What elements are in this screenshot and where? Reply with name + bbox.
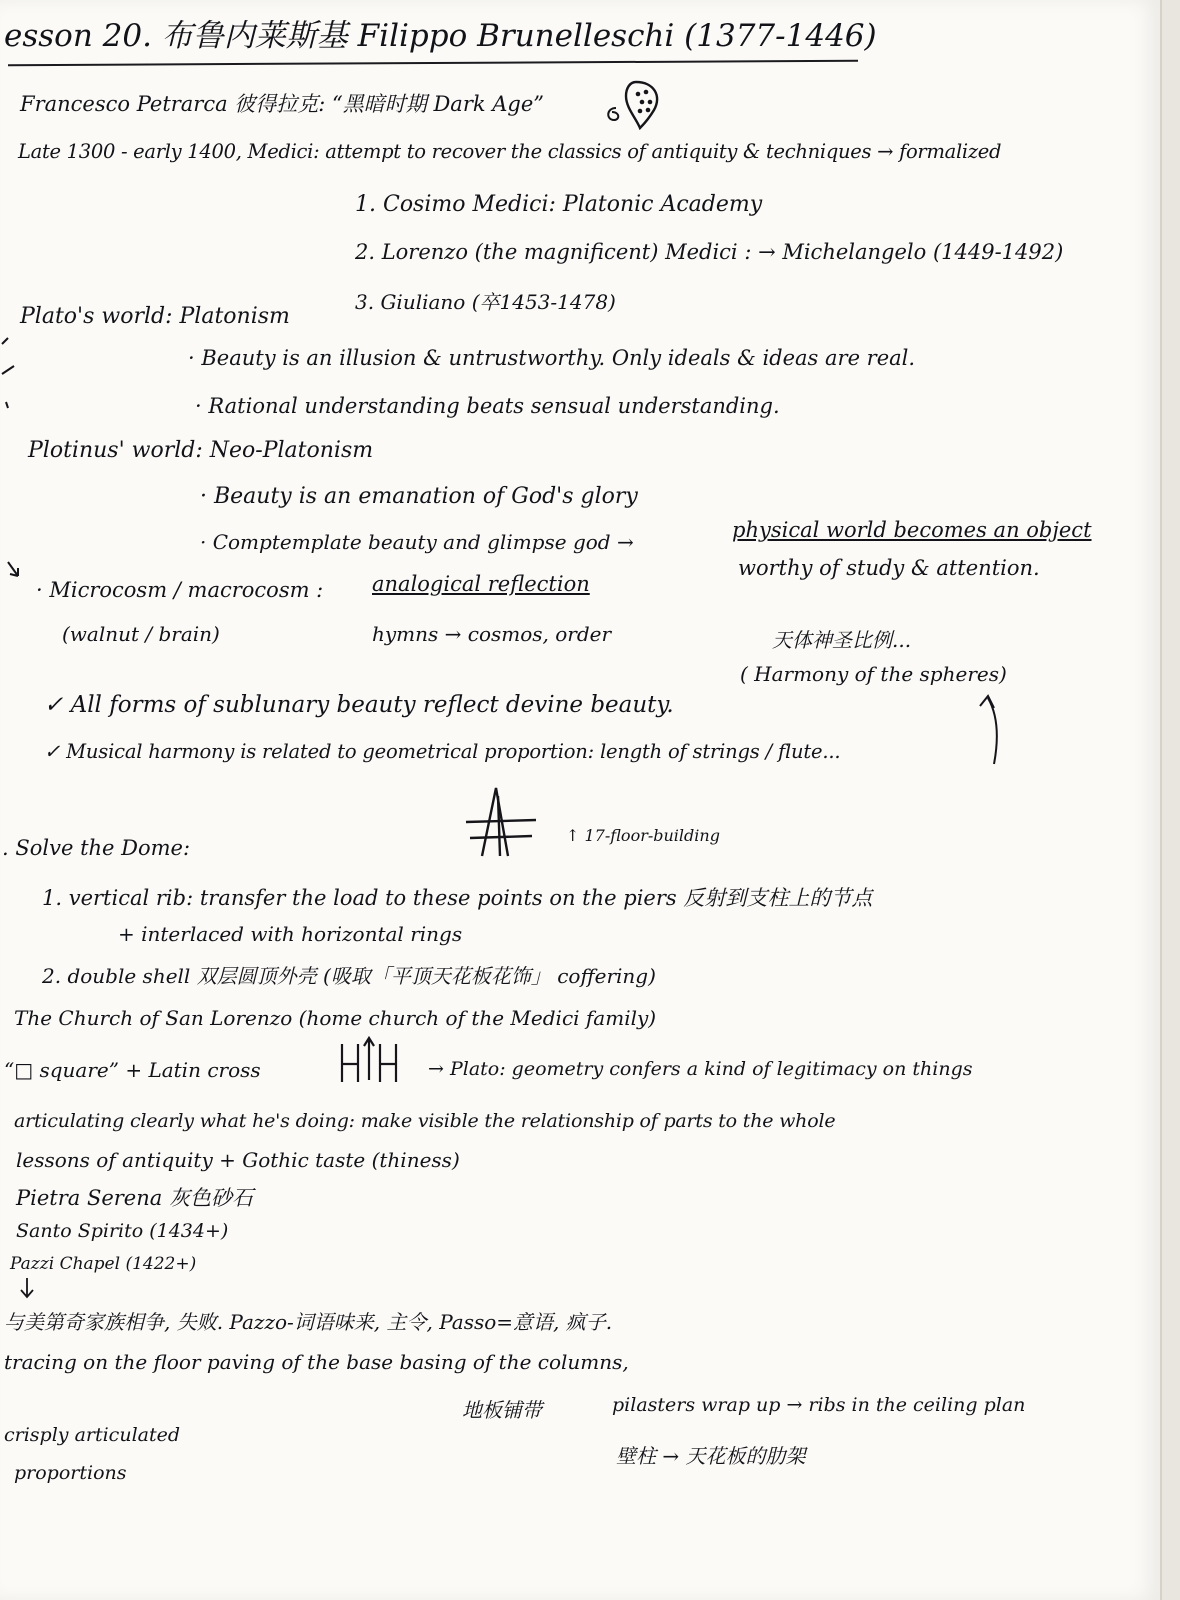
plan-sketch-icon — [336, 1036, 406, 1086]
pietra-serena-line: Pietra Serena 灰色砂石 — [16, 1186, 253, 1210]
title-underline — [8, 60, 858, 66]
hymns-line: hymns → cosmos, order — [372, 622, 612, 646]
crisply-line-1: crisply articulated — [4, 1424, 181, 1446]
tracing-floor-line: tracing on the floor paving of the base basing of the columns, — [4, 1350, 629, 1374]
pazzi-cn-line: 与美第奇家族相争, 失败. Pazzo-词语味来, 主令, Passo=意语, 疯子. — [4, 1310, 613, 1334]
double-shell-line: 2. double shell 双层圆顶外壳 (吸取「平顶天花板花饰」 coffering) — [42, 964, 656, 988]
lessons-antiquity-line: lessons of antiquity + Gothic taste (thiness) — [16, 1148, 460, 1172]
sublunary-line: ✓ All forms of sublunary beauty reflect devine beauty. — [44, 692, 674, 718]
leaf-doodle-icon — [596, 78, 668, 130]
floor-building-label: ↑ 17-floor-building — [566, 826, 720, 845]
walnut-line: (walnut / brain) — [62, 622, 220, 646]
plato-world-heading: Plato's world: Platonism — [20, 304, 290, 329]
lorenzo-line: 2. Lorenzo (the magnificent) Medici : → Michelangelo (1449-1492) — [355, 240, 1064, 264]
microcosm-line: · Microcosm / macrocosm : — [36, 578, 324, 602]
analogical-reflection: analogical reflection — [372, 572, 590, 596]
margin-arrow-icon — [4, 560, 24, 582]
contemplate-line: · Comptemplate beauty and glimpse god → — [200, 530, 634, 554]
down-arrow-icon — [18, 1276, 36, 1300]
santo-spirito-line: Santo Spirito (1434+) — [16, 1220, 229, 1242]
articulating-line: articulating clearly what he's doing: make visible the relationship of parts to the whole — [14, 1110, 836, 1132]
margin-marks — [0, 330, 20, 420]
physical-world-line-2: worthy of study & attention. — [738, 556, 1040, 580]
giuliano-line: 3. Giuliano (卒1453-1478) — [355, 290, 616, 314]
crisply-line-2: proportions — [14, 1462, 127, 1484]
plotinus-heading: Plotinus' world: Neo-Platonism — [28, 438, 374, 463]
lesson-title: esson 20. 布鲁内莱斯基 Filippo Brunelleschi (1377-1446) — [4, 18, 877, 54]
physical-world-line-1: physical world becomes an object — [732, 518, 1092, 542]
dome-sketch-icon — [462, 782, 542, 862]
rational-line: · Rational understanding beats sensual understanding. — [195, 394, 780, 418]
plato-geometry-line: → Plato: geometry confers a kind of legitimacy on things — [428, 1058, 973, 1080]
petrarch-line: Francesco Petrarca 彼得拉克: “黑暗时期 Dark Age” — [20, 92, 545, 116]
solve-dome-heading: . Solve the Dome: — [2, 836, 191, 860]
square-cross-line: “□ square” + Latin cross — [4, 1058, 261, 1082]
floor-paving-cn: 地板铺带 — [462, 1398, 542, 1422]
vertical-rib-line: 1. vertical rib: transfer the load to these points on the piers 反射到支柱上的节点 — [42, 886, 873, 910]
pilasters-line: pilasters wrap up → ribs in the ceiling plan — [612, 1394, 1026, 1416]
celestial-cn: 天体神圣比例... — [772, 628, 912, 652]
beauty-illusion-line: · Beauty is an illusion & untrustworthy. Only ideals & ideas are real. — [188, 346, 916, 370]
musical-line: ✓ Musical harmony is related to geometrical proportion: length of strings / flute... — [44, 740, 841, 763]
bracket-arrow-icon — [972, 692, 1012, 772]
pilaster-cn-line: 壁柱 → 天花板的肋架 — [616, 1444, 806, 1468]
harmony-spheres: ( Harmony of the spheres) — [740, 662, 1007, 686]
interlaced-line: + interlaced with horizontal rings — [118, 922, 463, 946]
emanation-line: · Beauty is an emanation of God's glory — [200, 484, 638, 509]
pazzi-chapel-line: Pazzi Chapel (1422+) — [10, 1254, 197, 1274]
cosimo-line: 1. Cosimo Medici: Platonic Academy — [355, 192, 763, 217]
san-lorenzo-line: The Church of San Lorenzo (home church of the Medici family) — [14, 1006, 657, 1030]
medici-line: Late 1300 - early 1400, Medici: attempt to recover the classics of antiquity & techniques → formalized — [18, 140, 1002, 163]
